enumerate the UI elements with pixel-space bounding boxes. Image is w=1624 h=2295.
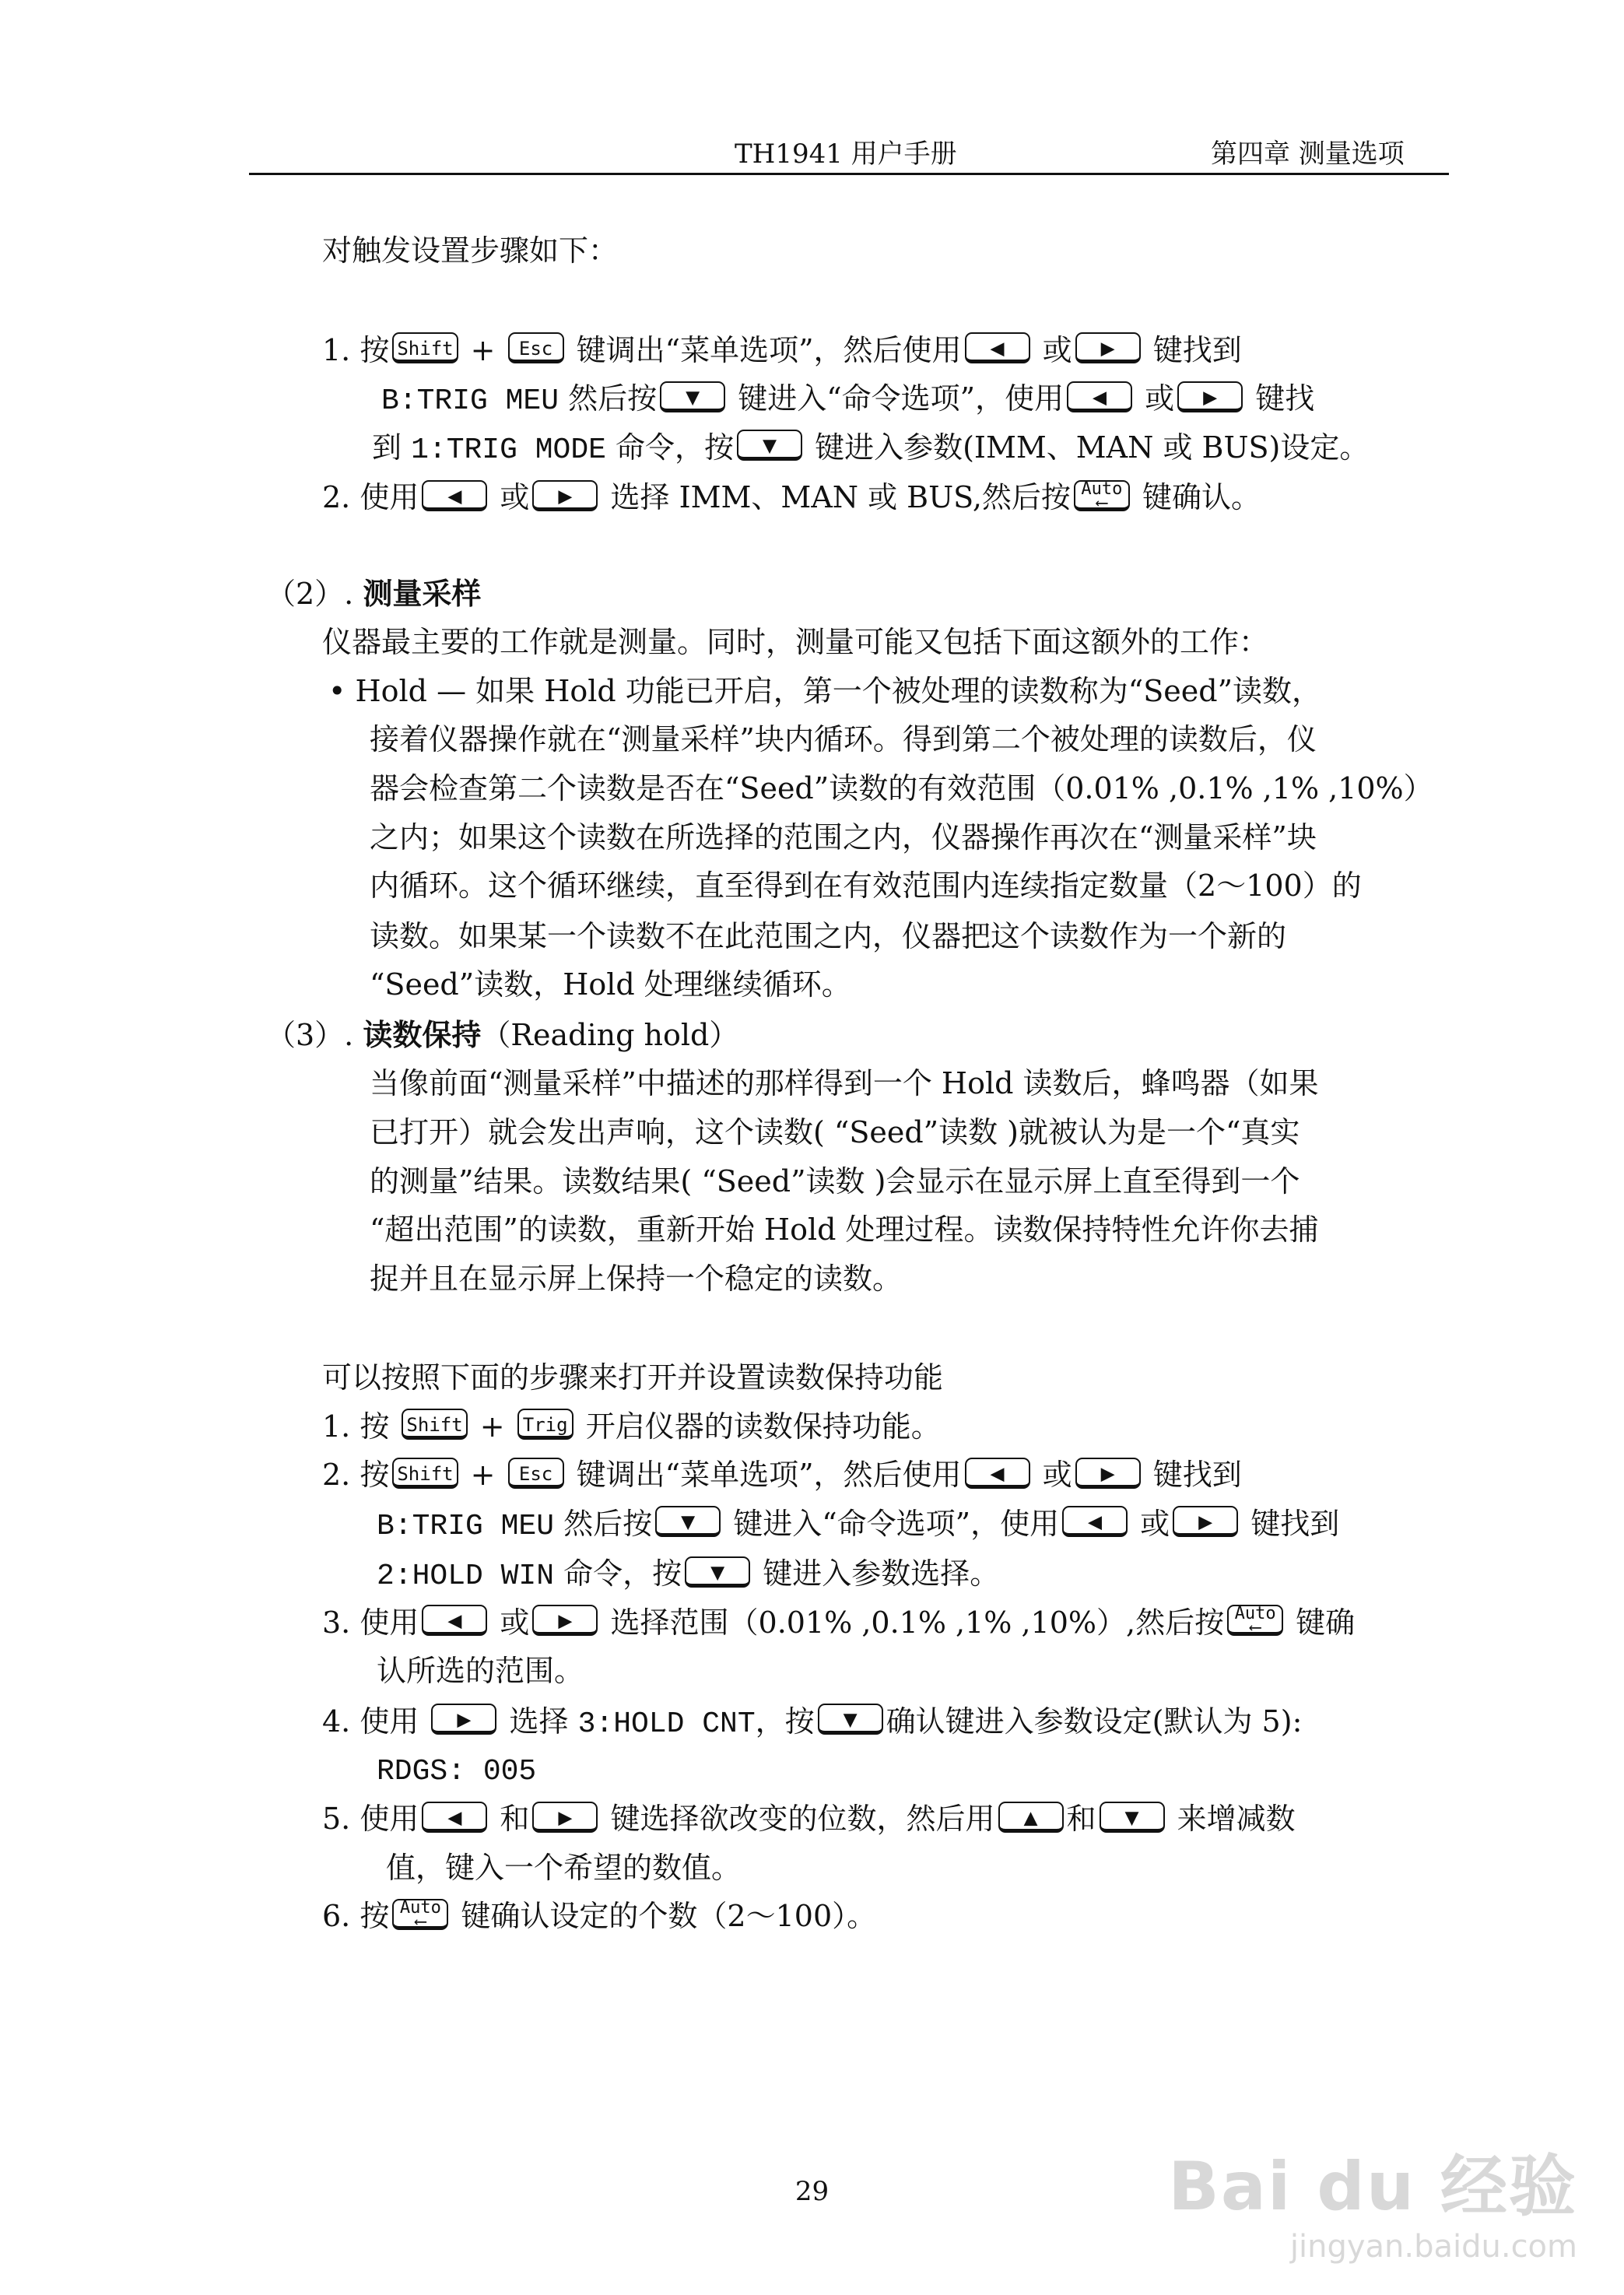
text: 然后按: [554, 1506, 653, 1541]
text: 1. 按: [322, 332, 390, 367]
text: “Seed”读数，Hold 处理继续循环。: [370, 967, 851, 1002]
text-line: [266, 570, 481, 617]
key-auto-label: Auto: [1081, 479, 1123, 499]
command-text: 2:HOLD WIN: [377, 1560, 555, 1594]
text: 1. 按: [322, 1409, 399, 1444]
text: 读数。如果某一个读数不在此范围之内，仪器把这个读数作为一个新的: [370, 918, 1287, 953]
text: 键选择欲改变的位数，然后用: [601, 1802, 995, 1837]
text-line: [322, 619, 1268, 665]
text: 键找到: [1143, 332, 1242, 367]
text: 对触发设置步骤如下：: [322, 233, 619, 268]
text: 3. 使用: [322, 1605, 419, 1640]
text: 或: [1033, 1458, 1072, 1493]
watermark-url: jingyan.baidu.com: [1289, 2229, 1577, 2265]
watermark-brand: Bai du 经验: [1168, 2148, 1577, 2226]
text-line: [381, 375, 1314, 425]
text: 已打开）就会发出声响，这个读数( “Seed”读数 )就被认为是一个“真实: [370, 1114, 1300, 1149]
header-chapter-title: 第四章 测量选项: [1211, 139, 1405, 170]
text: 确认键进入参数设定(默认为 5):: [886, 1704, 1303, 1739]
key-esc-icon: Esc: [508, 332, 564, 363]
key-auto-label: Auto: [1234, 1604, 1276, 1624]
section-title: 测量采样: [363, 575, 482, 611]
text: 或: [1131, 1506, 1170, 1541]
command-text: 1:TRIG MODE: [411, 433, 606, 467]
key-left-arrow-icon: ◀: [422, 1605, 487, 1636]
key-auto-enter-icon: [1227, 1605, 1283, 1636]
text: 2. 按: [322, 1458, 390, 1493]
text: 当像前面“测量采样”中描述的那样得到一个 Hold 读数后，蜂鸣器（如果: [370, 1066, 1319, 1101]
text-line: [322, 1893, 876, 1939]
text: 4. 使用: [322, 1704, 429, 1739]
text-line: [322, 227, 618, 274]
text: +: [470, 1409, 514, 1444]
command-text: RDGS: 005: [377, 1754, 537, 1788]
enter-arrow-icon: ⟵: [1250, 1618, 1261, 1638]
text: 键调出“菜单选项”，然后使用: [566, 1458, 962, 1493]
text: 来增减数: [1167, 1802, 1296, 1837]
key-auto-label: Auto: [399, 1897, 441, 1918]
text-line: [370, 814, 1317, 861]
text: 内循环。这个循环继续，直至得到在有效范围内连续指定数量（2～100）的: [370, 869, 1362, 904]
text: 然后按: [559, 381, 658, 416]
text: +: [461, 332, 505, 367]
text: 键调出“菜单选项”，然后使用: [566, 332, 962, 367]
text-line: [322, 1403, 941, 1450]
key-down-arrow-icon: ▼: [660, 381, 725, 412]
key-down-arrow-icon: ▼: [818, 1704, 883, 1735]
key-up-arrow-icon: ▲: [998, 1802, 1064, 1833]
text: 键进入“命令选项”，使用: [728, 381, 1065, 416]
text: 可以按照下面的步骤来打开并设置读数保持功能: [322, 1360, 944, 1395]
text: 捉并且在显示屏上保持一个稳定的读数。: [370, 1261, 903, 1296]
text: 命令，按: [605, 430, 735, 465]
text-line: [322, 1451, 1242, 1498]
page-number: 29: [794, 2176, 830, 2207]
text: 键进入参数(IMM、MAN 或 BUS)设定。: [805, 430, 1370, 465]
text-line: [377, 1746, 536, 1795]
text: 之内；如果这个读数在所选择的范围之内，仪器操作再次在“测量采样”块: [370, 819, 1317, 854]
text: 键确认设定的个数（2～100）。: [451, 1899, 877, 1934]
key-left-arrow-icon: ◀: [422, 480, 487, 511]
text-line: [322, 1698, 1302, 1748]
command-text: B:TRIG MEU: [377, 1509, 555, 1543]
text-line: [370, 1158, 1300, 1205]
text: 键找到: [1143, 1458, 1242, 1493]
text: 键确: [1286, 1605, 1356, 1640]
key-shift-icon: Shift: [392, 332, 458, 363]
text: 命令，按: [554, 1556, 682, 1591]
key-right-arrow-icon: ▶: [532, 480, 598, 511]
text-line: [370, 862, 1362, 909]
key-down-arrow-icon: ▼: [737, 430, 802, 461]
text-line: [322, 474, 1261, 521]
text-line: [370, 961, 851, 1008]
text: （Reading hold）: [481, 1017, 739, 1052]
text: 开启仪器的读数保持功能。: [576, 1409, 941, 1444]
text: 或: [1135, 381, 1175, 416]
text: 接着仪器操作就在“测量采样”块内循环。得到第二个被处理的读数后，仪: [370, 722, 1317, 757]
text: 仪器最主要的工作就是测量。同时，测量可能又包括下面这额外的工作：: [322, 625, 1269, 660]
text-line: [370, 716, 1317, 763]
watermark: [1168, 2132, 1577, 2265]
enter-arrow-icon: ⟵: [415, 1911, 426, 1932]
text: 和: [490, 1802, 530, 1837]
text-line: [370, 1109, 1300, 1156]
text: （2）.: [266, 576, 363, 611]
key-right-arrow-icon: ▶: [1177, 381, 1243, 412]
key-trig-icon: Trig: [517, 1409, 573, 1440]
key-right-arrow-icon: ▶: [431, 1704, 496, 1735]
text-line: [377, 1648, 584, 1694]
key-right-arrow-icon: ▶: [532, 1605, 598, 1636]
text: 2. 使用: [322, 480, 419, 515]
text: 选择范围（0.01% ,0.1% ,1% ,10%）,然后按: [601, 1605, 1225, 1640]
text: 6. 按: [322, 1899, 390, 1934]
text: 选择 IMM、MAN 或 BUS,然后按: [601, 480, 1071, 515]
text: 和: [1066, 1802, 1096, 1837]
key-left-arrow-icon: ◀: [1067, 381, 1132, 412]
text-line: [370, 1255, 902, 1302]
section-title: 读数保持: [363, 1016, 482, 1052]
text-line: [377, 1550, 999, 1600]
key-auto-enter-icon: [1074, 480, 1130, 511]
text: 键进入参数选择。: [753, 1556, 1000, 1591]
command-text: 3:HOLD CNT: [577, 1707, 756, 1741]
text-line: [370, 1060, 1319, 1107]
text: • Hold — 如果 Hold 功能已开启，第一个被处理的读数称为“Seed”读数，: [328, 673, 1321, 708]
key-left-arrow-icon: ◀: [965, 1458, 1030, 1489]
text: 认所选的范围。: [377, 1654, 584, 1689]
key-auto-enter-icon: [392, 1899, 448, 1930]
text: 值，键入一个希望的数值。: [386, 1850, 742, 1885]
key-shift-icon: Shift: [392, 1458, 458, 1489]
text: 的测量”结果。读数结果( “Seed”读数 )会显示在显示屏上直至得到一个: [370, 1163, 1300, 1198]
key-right-arrow-icon: ▶: [532, 1802, 598, 1833]
key-esc-icon: Esc: [508, 1458, 564, 1489]
key-shift-icon: Shift: [402, 1409, 467, 1440]
text: “超出范围”的读数，重新开始 Hold 处理过程。读数保持特性允许你去捕: [370, 1212, 1319, 1248]
text: 键找: [1246, 381, 1315, 416]
key-left-arrow-icon: ◀: [422, 1802, 487, 1833]
text-line: [370, 1206, 1319, 1253]
text: 5. 使用: [322, 1802, 419, 1837]
text-line: [377, 1500, 1339, 1550]
text: 器会检查第二个读数是否在“Seed”读数的有效范围（0.01% ,0.1% ,1% ,10%）: [370, 770, 1433, 805]
text-line: [328, 668, 1321, 714]
key-down-arrow-icon: ▼: [655, 1506, 721, 1537]
text-line: [322, 1795, 1296, 1842]
text: 或: [490, 1605, 530, 1640]
key-down-arrow-icon: ▼: [685, 1556, 750, 1588]
text: +: [461, 1458, 505, 1493]
key-left-arrow-icon: ◀: [1062, 1506, 1128, 1537]
key-left-arrow-icon: ◀: [965, 332, 1030, 363]
text: （3）.: [266, 1017, 363, 1052]
text: 键进入“命令选项”，使用: [724, 1506, 1060, 1541]
text-line: [370, 913, 1286, 960]
key-right-arrow-icon: ▶: [1075, 1458, 1141, 1489]
text-line: [372, 424, 1369, 474]
text-line: [386, 1844, 741, 1891]
text-line: [266, 1012, 738, 1058]
text-line: [370, 765, 1433, 812]
enter-arrow-icon: ⟵: [1096, 493, 1107, 513]
text: 或: [490, 480, 530, 515]
text-line: [322, 1599, 1355, 1646]
text: 或: [1033, 332, 1072, 367]
text: ，按: [755, 1704, 815, 1739]
text: 键找到: [1241, 1506, 1340, 1541]
key-down-arrow-icon: ▼: [1100, 1802, 1165, 1833]
header-manual-title: TH1941 用户手册: [735, 139, 957, 170]
text: 键确认。: [1132, 480, 1261, 515]
text-line: [322, 1354, 943, 1401]
command-text: B:TRIG MEU: [381, 384, 559, 419]
header-rule: [249, 173, 1449, 175]
key-right-arrow-icon: ▶: [1075, 332, 1141, 363]
text: 选择: [500, 1704, 578, 1739]
key-right-arrow-icon: ▶: [1173, 1506, 1238, 1537]
text-line: [322, 327, 1242, 374]
text: 到: [372, 430, 412, 465]
